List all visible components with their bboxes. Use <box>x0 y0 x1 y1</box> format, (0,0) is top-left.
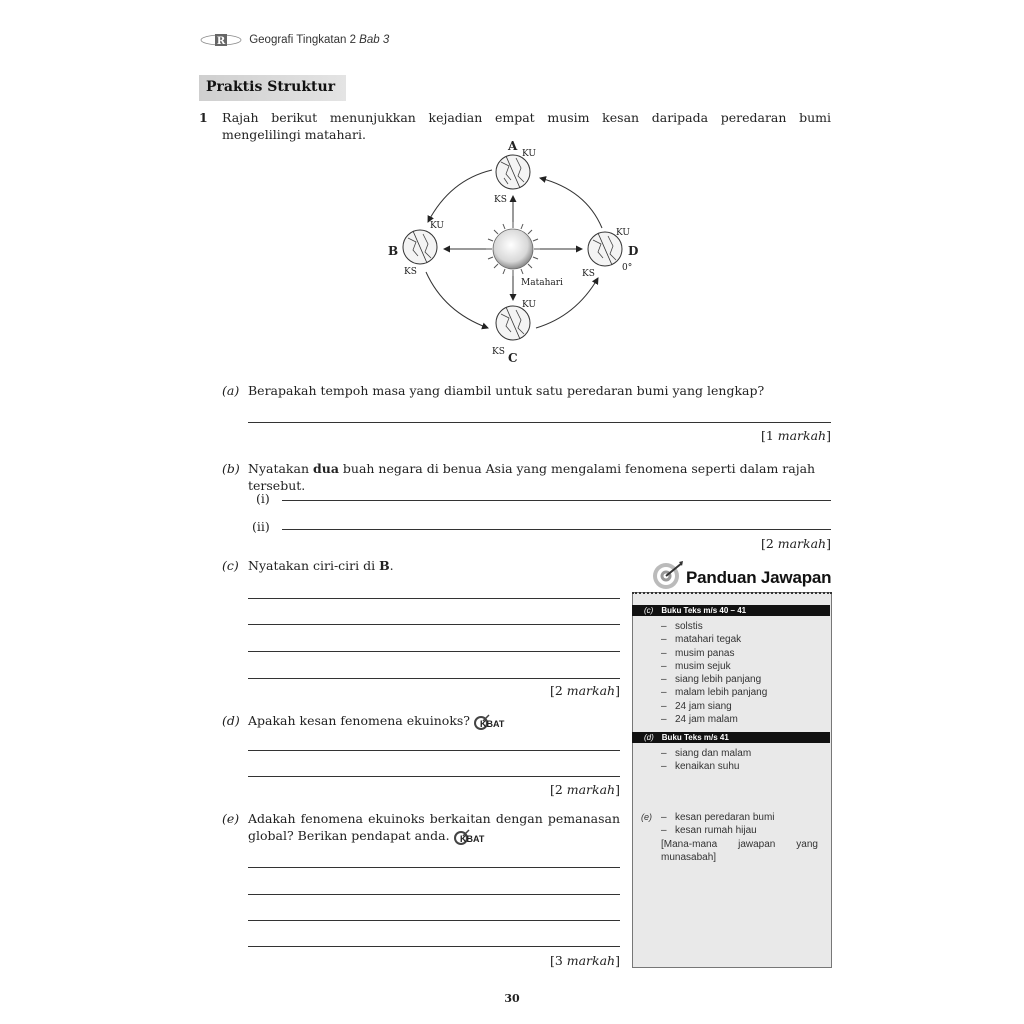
part-b-text: Nyatakan dua buah negara di benua Asia yang mengalami fenomena seperti dalam rajah tersebut. <box>248 461 816 493</box>
answer-line <box>248 867 620 868</box>
guide-c-list <box>661 620 767 726</box>
earth-a-icon <box>496 155 530 189</box>
part-d-text: Apakah kesan fenomena ekuinoks? <box>248 713 471 728</box>
part-e-marks: [3 markah] <box>549 953 620 968</box>
list-item: – siang dan malam <box>661 747 751 760</box>
answer-line <box>248 598 620 599</box>
answer-line <box>282 529 831 530</box>
kbat-icon <box>454 829 488 845</box>
part-b-sub-ii: (ii) <box>252 519 270 534</box>
svg-text:R: R <box>216 36 226 46</box>
label-d: D <box>628 244 639 258</box>
part-e-label: (e) <box>222 811 240 826</box>
part-e-question <box>248 827 620 845</box>
part-d-label: (d) <box>222 713 240 728</box>
list-item: – matahari tegak <box>661 633 767 646</box>
list-item: – siang lebih panjang <box>661 673 767 686</box>
list-item: – 24 jam siang <box>661 700 767 713</box>
list-item: – musim sejuk <box>661 660 767 673</box>
list-item: – kesan peredaran bumi <box>661 811 775 824</box>
page-header <box>200 34 389 46</box>
earth-c-icon <box>496 306 530 340</box>
answer-line <box>282 500 831 501</box>
orbit-arrow-d-a <box>540 178 602 228</box>
publisher-logo-icon <box>200 34 242 46</box>
part-d-question <box>248 712 620 730</box>
guide-e-label: (e) <box>641 812 652 822</box>
part-c-text: Nyatakan ciri-ciri di B. <box>248 558 394 573</box>
season-diagram <box>380 138 660 366</box>
part-a-marks: [1 markah] <box>760 428 831 443</box>
label-a-ku: KU <box>522 149 536 159</box>
label-b-ks: KS <box>404 267 417 277</box>
list-item: – kesan rumah hijau <box>661 824 775 837</box>
list-item: – solstis <box>661 620 767 633</box>
list-item: – malam lebih panjang <box>661 686 767 699</box>
guide-e-note: [Mana-mana jawapan yang munasabah] <box>661 839 818 864</box>
answer-line <box>248 422 831 423</box>
answer-line <box>248 894 620 895</box>
answer-line <box>248 776 620 777</box>
answer-guide-title: Panduan Jawapan <box>686 568 832 587</box>
guide-e-list <box>661 811 775 838</box>
page-number: 30 <box>504 992 520 1005</box>
orbit-arrow-b-c <box>426 272 488 328</box>
label-c: C <box>508 351 518 365</box>
label-b-ku: KU <box>430 221 444 231</box>
label-a-ks: KS <box>494 195 507 205</box>
label-d-ku: KU <box>616 228 630 238</box>
section-title: Praktis Struktur <box>206 79 336 95</box>
part-b-label: (b) <box>222 461 240 476</box>
earth-b-icon <box>403 230 437 264</box>
label-d-degree: 0° <box>622 263 633 273</box>
divider <box>632 592 832 596</box>
kbat-icon <box>474 714 508 730</box>
list-item: – 24 jam malam <box>661 713 767 726</box>
part-c-marks: [2 markah] <box>549 683 620 698</box>
part-b-sub-i: (i) <box>256 491 270 506</box>
list-item: – kenaikan suhu <box>661 760 751 773</box>
part-d-marks: [2 markah] <box>549 782 620 797</box>
part-e-text-line1: Adakah fenomena ekuinoks berkaitan dengan pemanasan <box>248 811 620 826</box>
guide-d-list <box>661 747 751 774</box>
svg-text:KBAT: KBAT <box>480 718 505 729</box>
part-a-label: (a) <box>222 383 240 398</box>
answer-line <box>248 946 620 947</box>
list-item: – musim panas <box>661 647 767 660</box>
part-c-label: (c) <box>222 558 239 573</box>
guide-c-bar: (c) Buku Teks m/s 40 – 41 <box>632 605 830 616</box>
orbit-arrow-a-b <box>428 170 492 222</box>
part-b-marks: [2 markah] <box>760 536 831 551</box>
part-e-text-line2: global? Berikan pendapat anda. <box>248 828 450 843</box>
part-a-text: Berapakah tempoh masa yang diambil untuk satu peredaran bumi yang lengkap? <box>248 383 765 398</box>
target-icon <box>652 560 684 592</box>
answer-line <box>248 920 620 921</box>
chapter-label: Bab 3 <box>359 34 390 47</box>
guide-d-bar: (d) Buku Teks m/s 41 <box>632 732 830 743</box>
label-c-ku: KU <box>522 300 536 310</box>
sun-icon <box>486 222 540 276</box>
question-text: Rajah berikut menunjukkan kejadian empat musim kesan daripada peredaran bumi mengelilingi matahari. <box>222 110 831 142</box>
sun-label: Matahari <box>521 278 563 288</box>
answer-line <box>248 651 620 652</box>
label-c-ks: KS <box>492 347 505 357</box>
answer-line <box>248 678 620 679</box>
label-d-ks: KS <box>582 269 595 279</box>
section-banner <box>199 75 346 101</box>
question-number: 1 <box>199 110 208 125</box>
label-a: A <box>508 139 518 153</box>
book-title: Geografi Tingkatan 2 <box>249 34 356 47</box>
answer-line <box>248 750 620 751</box>
answer-guide-header <box>652 560 832 596</box>
svg-text:KBAT: KBAT <box>459 833 484 844</box>
answer-line <box>248 624 620 625</box>
label-b: B <box>388 244 399 258</box>
